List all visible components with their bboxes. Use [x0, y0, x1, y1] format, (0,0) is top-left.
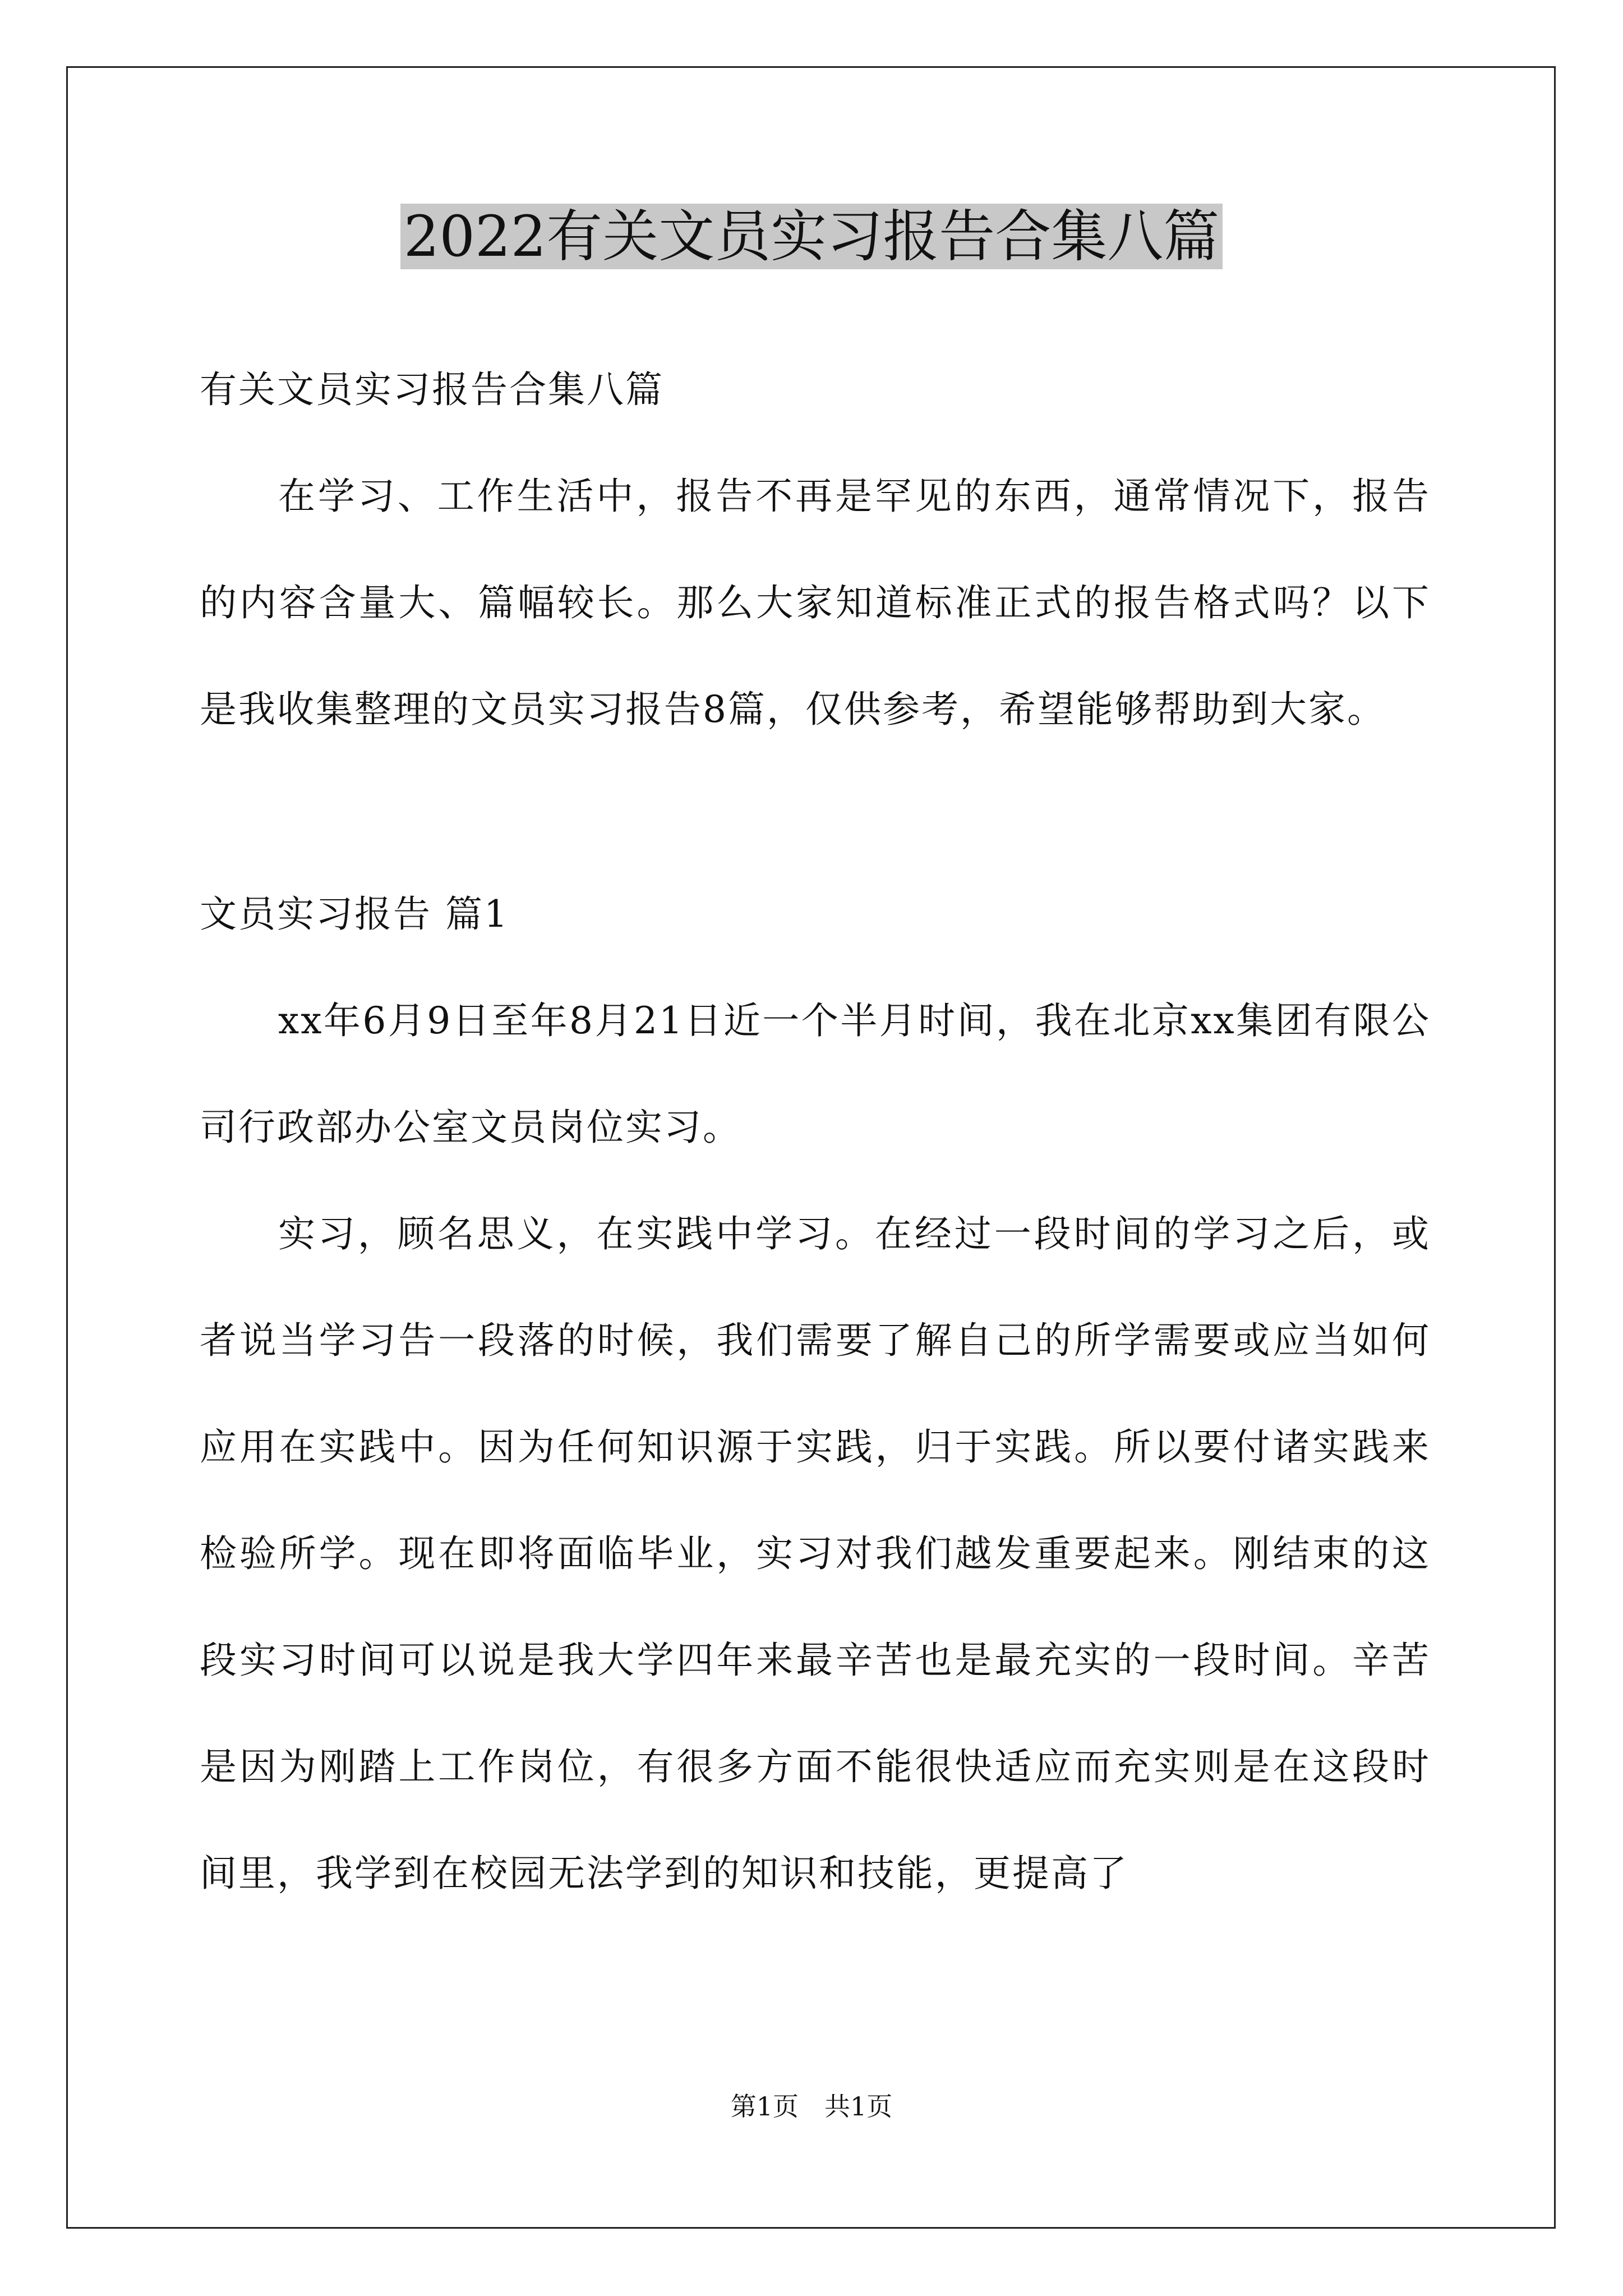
page-footer [0, 2090, 1623, 2123]
body-paragraph: 实习，顾名思义，在实践中学习。在经过一段时间的学习之后，或者说当学习告一段落的时候，我们需要了解自己的所学需要或应当如何应用在实践中。因为任何知识源于实践，归于实践。所以要付诸实践来检验所学。现在即将面临毕业，实习对我们越发重要起来。刚结束的这段实习时间可以说是我大学四年来最辛苦也是最充实的一段时间。辛苦是因为刚踏上工作岗位，有很多方面不能很快适应而充实则是在这段时间里，我学到在校园无法学到的知识和技能，更提高了 [200, 1212, 1431, 1895]
page-number: 第1页 [730, 2091, 799, 2122]
document-subtitle: 有关文员实习报告合集八篇 [200, 368, 664, 411]
intro-paragraph: 在学习、工作生活中，报告不再是罕见的东西，通常情况下，报告的内容含量大、篇幅较长。那么大家知道标准正式的报告格式吗？以下是我收集整理的文员实习报告8篇，仅供参考，希望能够帮助到大家。 [200, 475, 1431, 731]
document-body [200, 337, 1431, 1927]
document-title-text: 2022有关文员实习报告合集八篇 [400, 204, 1223, 269]
document-title [0, 197, 1623, 276]
section-heading: 文员实习报告 篇1 [200, 892, 509, 936]
page-count: 共1页 [824, 2091, 893, 2122]
body-paragraph: xx年6月9日至年8月21日近一个半月时间，我在北京xx集团有限公司行政部办公室文员岗位实习。 [200, 999, 1431, 1149]
